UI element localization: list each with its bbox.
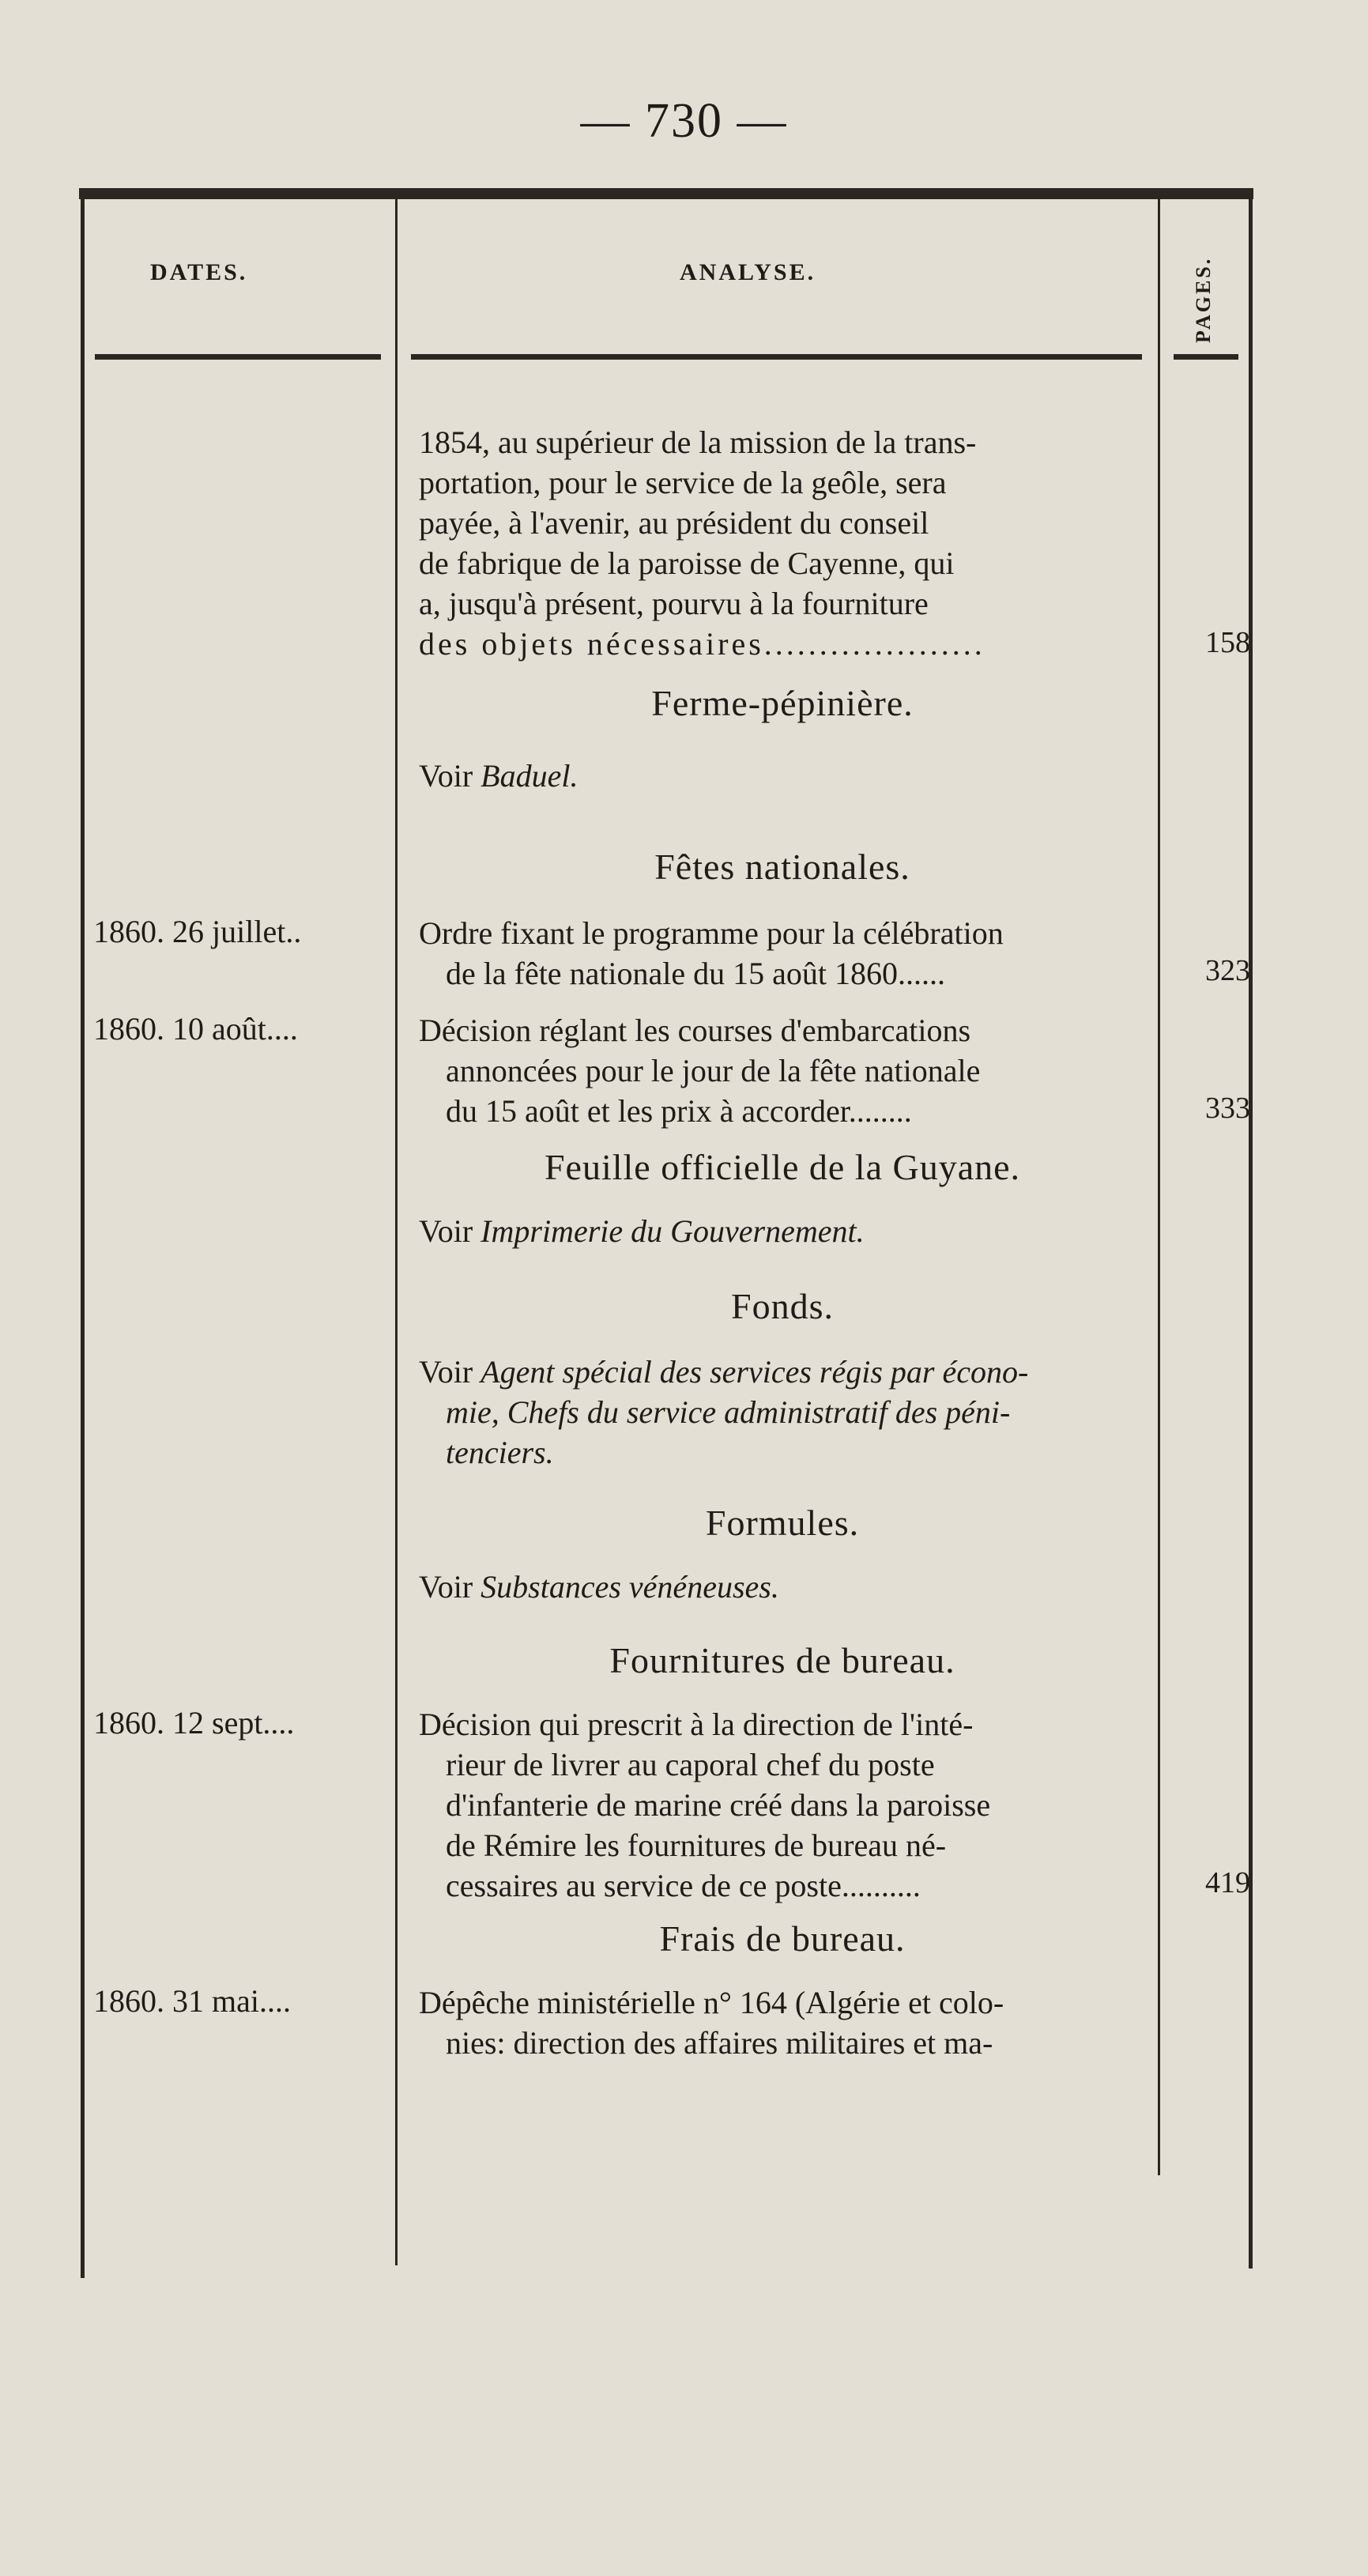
carryover-line: 1854, au supérieur de la mission de la trans-	[419, 424, 977, 460]
index-table	[79, 188, 1253, 2275]
section-title-fonds: Fonds.	[731, 1286, 834, 1326]
entry-line: nies: direction des affaires militaires et ma-	[446, 2025, 993, 2061]
see-word: Voir	[419, 1569, 473, 1605]
entry-line: Dépêche ministérielle n° 164 (Algérie et colo-	[419, 1985, 1004, 2020]
page-reference: 333	[1205, 1092, 1250, 1125]
entry-line: Décision qui prescrit à la direction de l'inté-	[419, 1707, 974, 1742]
dates-column-divider	[395, 199, 398, 2265]
entry-line: de Rémire les fournitures de bureau né-	[446, 1827, 947, 1863]
section-title-feuille: Feuille officielle de la Guyane.	[544, 1147, 1021, 1187]
right-border	[1249, 199, 1253, 2269]
fetes-entry-1	[419, 913, 1162, 994]
entry-line: Ordre fixant le programme pour la célébration	[419, 915, 1004, 951]
entry-line: annoncées pour le jour de la fête nationale	[446, 1053, 981, 1088]
entry-line: rieur de livrer au caporal chef du poste	[446, 1747, 935, 1782]
page-reference: 323	[1205, 954, 1250, 987]
section-title-fournitures: Fournitures de bureau.	[609, 1640, 955, 1680]
top-rule	[79, 188, 1253, 199]
section-title-ferme: Ferme-pépinière.	[651, 683, 914, 723]
carryover-line: a, jusqu'à présent, pourvu à la fourniture	[419, 586, 929, 621]
header-analyse: ANALYSE.	[680, 259, 816, 285]
entry-line: du 15 août et les prix à accorder........	[446, 1093, 912, 1129]
header-rule-dates	[95, 354, 381, 360]
see-word: Voir	[419, 1354, 473, 1390]
header-rule-pages	[1174, 354, 1238, 360]
see-word: Voir	[419, 758, 473, 794]
page-reference: 158	[1205, 626, 1250, 659]
fournitures-entry	[419, 1704, 1162, 1906]
see-also-fonds	[419, 1352, 1028, 1473]
entry-date: 1860. 31 mai....	[93, 1983, 291, 2019]
entry-date: 1860. 12 sept....	[93, 1705, 295, 1741]
see-reference: tenciers.	[446, 1435, 554, 1470]
see-reference: Imprimerie du Gouvernement.	[480, 1213, 865, 1249]
entry-date: 1860. 26 juillet..	[93, 914, 302, 949]
see-reference: mie, Chefs du service administratif des péni-	[446, 1394, 1011, 1430]
see-reference: Agent spécial des services régis par écono-	[480, 1354, 1029, 1390]
frais-entry	[419, 1982, 1162, 2063]
see-reference: Substances vénéneuses.	[480, 1569, 779, 1605]
section-title-frais: Frais de bureau.	[659, 1918, 906, 1959]
carryover-line: portation, pour le service de la geôle, sera	[419, 465, 947, 500]
entry-line: Décision réglant les courses d'embarcations	[419, 1013, 971, 1048]
left-border	[81, 199, 85, 2278]
section-title-formules: Formules.	[705, 1503, 860, 1543]
header-pages: PAGES.	[1192, 256, 1215, 343]
see-reference: Baduel.	[480, 758, 578, 794]
fetes-entry-2	[419, 1010, 1162, 1131]
header-rule-analyse	[411, 354, 1142, 360]
header-dates: DATES.	[150, 259, 248, 285]
page-reference: 419	[1205, 1866, 1250, 1899]
page-number: — 730 —	[580, 94, 788, 148]
carryover-line: des objets nécessaires....................	[419, 626, 985, 662]
carryover-line: de fabrique de la paroisse de Cayenne, qui	[419, 545, 955, 581]
entry-line: d'infanterie de marine créé dans la paroisse	[446, 1787, 991, 1823]
section-title-fetes: Fêtes nationales.	[654, 847, 910, 887]
carryover-entry	[419, 422, 1162, 664]
see-also-ferme	[419, 756, 578, 796]
see-also-formules	[419, 1567, 779, 1607]
carryover-line: payée, à l'avenir, au président du conseil	[419, 505, 929, 541]
entry-line: de la fête nationale du 15 août 1860......	[446, 956, 946, 991]
entry-date: 1860. 10 août....	[93, 1011, 298, 1047]
see-also-feuille	[419, 1211, 865, 1251]
see-word: Voir	[419, 1213, 473, 1249]
entry-line: cessaires au service de ce poste..........	[446, 1868, 921, 1903]
